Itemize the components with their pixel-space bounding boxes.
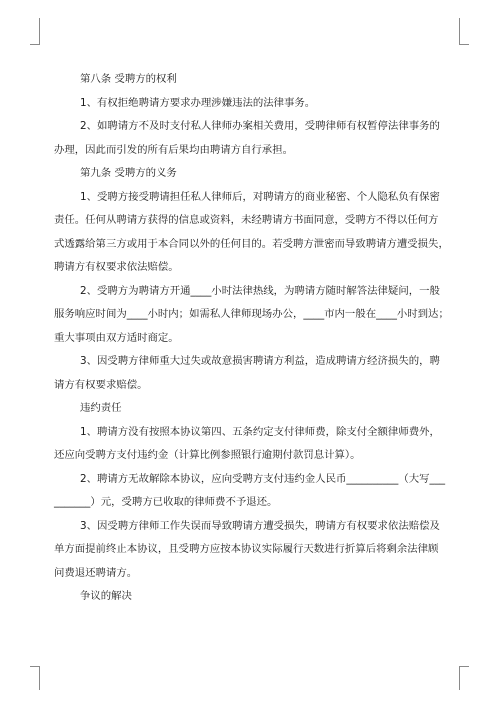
crop-mark-bottom-left	[30, 666, 40, 667]
article-8-clause-2-line-1: 2、如聘请方不及时支付私人律师办案相关费用，受聘律师有权暂停法律事务的	[80, 120, 440, 132]
article-9-clause-1-line-1: 1、受聘方接受聘请担任私人律师后，对聘请方的商业秘密、个人隐私负有保密	[80, 190, 440, 203]
article-9-clause-3-line-2: 请方有权要求赔偿。	[54, 378, 148, 391]
crop-mark-top-right	[459, 44, 469, 45]
article-9-clause-1-line-4: 聘请方有权要求依法赔偿。	[54, 261, 179, 273]
article-9-clause-3-line-1: 3、因受聘方律师重大过失或故意损害聘请方利益，造成聘请方经济损失的，聘	[80, 355, 440, 367]
breach-clause-3-line-3: 问费退还聘请方。	[54, 566, 138, 579]
document-body	[54, 68, 449, 609]
crop-mark-top-right	[459, 18, 460, 44]
crop-mark-bottom-right	[459, 666, 469, 667]
article-9-heading: 第九条 受聘方的义务	[80, 167, 177, 179]
breach-clause-2-line-2: _______）元，受聘方已收取的律师费不予退还。	[54, 496, 278, 508]
crop-mark-top-left	[30, 44, 40, 45]
breach-clause-1-line-1: 1、聘请方没有按照本协议第四、五条约定支付律师费，除支付全额律师费外，	[80, 425, 440, 438]
article-8-clause-1: 1、有权拒绝聘请方要求办理涉嫌违法的法律事务。	[80, 96, 316, 109]
dispute-heading: 争议的解决	[80, 590, 132, 602]
article-9-clause-1-line-2: 责任。任何从聘请方获得的信息或资料，未经聘请方书面同意，受聘方不得以任何方	[54, 214, 439, 226]
crop-mark-bottom-right	[459, 666, 460, 690]
article-9-clause-2-line-1: 2、受聘方为聘请方开通____小时法律热线，为聘请方随时解答法律疑问，一般	[80, 284, 440, 297]
breach-clause-1-line-2: 还应向受聘方支付违约金（计算比例参照银行逾期付款罚息计算）。	[54, 449, 361, 461]
breach-heading: 违约责任	[80, 402, 122, 414]
breach-clause-3-line-2: 单方面提前终止本协议，且受聘方应按本协议实际履行天数进行折算后将剩余法律顾	[54, 543, 439, 555]
article-8-clause-2-line-2: 办理，因此而引发的所有后果均由聘请方自行承担。	[54, 143, 293, 156]
article-8-heading: 第八条 受聘方的权利	[80, 73, 177, 85]
crop-mark-bottom-left	[39, 666, 40, 690]
article-9-clause-1-line-3: 式透露给第三方或用于本合同以外的任何目的。若受聘方泄密而导致聘请方遭受损失，	[54, 237, 449, 250]
breach-clause-3-line-1: 3、因受聘方律师工作失误而导致聘请方遭受损失，聘请方有权要求依法赔偿及	[80, 519, 440, 532]
crop-mark-top-left	[39, 18, 40, 44]
article-9-clause-2-line-2: 服务响应时间为____小时内；如需私人律师现场办公，____市内一般在____小时到达；	[54, 308, 449, 320]
article-9-clause-2-line-3: 重大事项由双方适时商定。	[54, 331, 179, 344]
breach-clause-2-line-1: 2、聘请方无故解除本协议，应向受聘方支付违约金人民币__________（大写___	[80, 472, 446, 485]
